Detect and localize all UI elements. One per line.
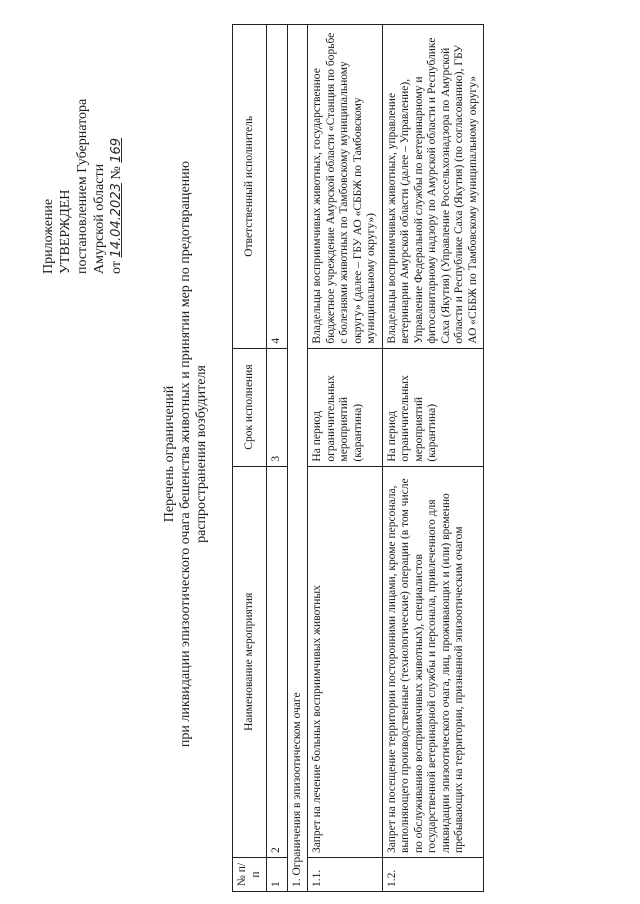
document-title [162, 94, 210, 814]
date-value: 14.04.2023 [109, 183, 124, 258]
number-value: 169 [109, 137, 124, 163]
measures-table [232, 24, 484, 892]
approval-approved: УТВЕРЖДЕН [58, 189, 73, 274]
column-index: 1 [267, 858, 288, 892]
header-term: Срок исполнения [233, 348, 267, 466]
row-name: Запрет на лечение больных восприимчивых животных [308, 466, 383, 857]
row-term: На период ограничительных мероприятий (карантина) [382, 348, 484, 466]
column-index: 2 [267, 466, 288, 857]
approval-decree: постановлением Губернатора [75, 98, 90, 274]
column-index: 3 [267, 348, 288, 466]
title-line-1: Перечень ограничений [162, 385, 177, 523]
row-num: 1.2. [382, 858, 484, 892]
row-num: 1.1. [308, 858, 383, 892]
row-name: Запрет на посещение территории посторонними лицами, кроме персонала, выполняющего производственные (технологические) операции (в том числе по обслуживанию восприимчивых животных), специалистов государственной ветеринарной службы и персонала, привлеченного для ликвидации эпизоотического очага, лиц, проживающих и (или) временно пребывающих на территории, признанной эпизоотическим очагом [382, 466, 484, 857]
section-row [287, 25, 308, 892]
section-title: 1. Ограничения в эпизоотическом очаге [287, 25, 308, 892]
number-sign: № [109, 166, 124, 180]
table-row [382, 25, 484, 892]
title-line-3: распространения возбудителя [194, 365, 209, 543]
header-exec: Ответственный исполнитель [233, 25, 267, 349]
row-term: На период ограничительных мероприятий (карантина) [308, 348, 383, 466]
row-exec: Владельцы восприимчивых животных, государственное бюджетное учреждение Амурской области «Станция по борьбе с болезнями животных по Тамбовскому муниципальному округу» (далее – ГБУ АО «СББЖ по Тамбовскому муниципальному округу») [308, 25, 383, 349]
title-line-2: при ликвидации эпизоотического очага бешенства животных и принятии мер по предотвращению [178, 160, 193, 748]
column-index-row [267, 25, 288, 892]
approval-appendix: Приложение [41, 198, 56, 274]
approval-date-line [108, 34, 125, 274]
header-num: № п/п [233, 858, 267, 892]
approval-block [40, 34, 125, 274]
table-row [308, 25, 383, 892]
column-index: 4 [267, 25, 288, 349]
approval-region: Амурской области [92, 163, 107, 274]
row-exec: Владельцы восприимчивых животных, управление ветеринарии Амурской области (далее – Управление), Управление Федеральной службы по ветеринарному и фитосанитарному надзору по Амурской области и Республике Саха (Якутия) (Управление Россельхознадзора по Амурской области и Республике Саха (Якутия) (по согласованию), ГБУ АО «СББЖ по Тамбовскому муниципальному округу» [382, 25, 484, 349]
table-header-row [233, 25, 267, 892]
header-name: Наименование мероприятия [233, 466, 267, 857]
date-prefix: от [109, 261, 124, 274]
